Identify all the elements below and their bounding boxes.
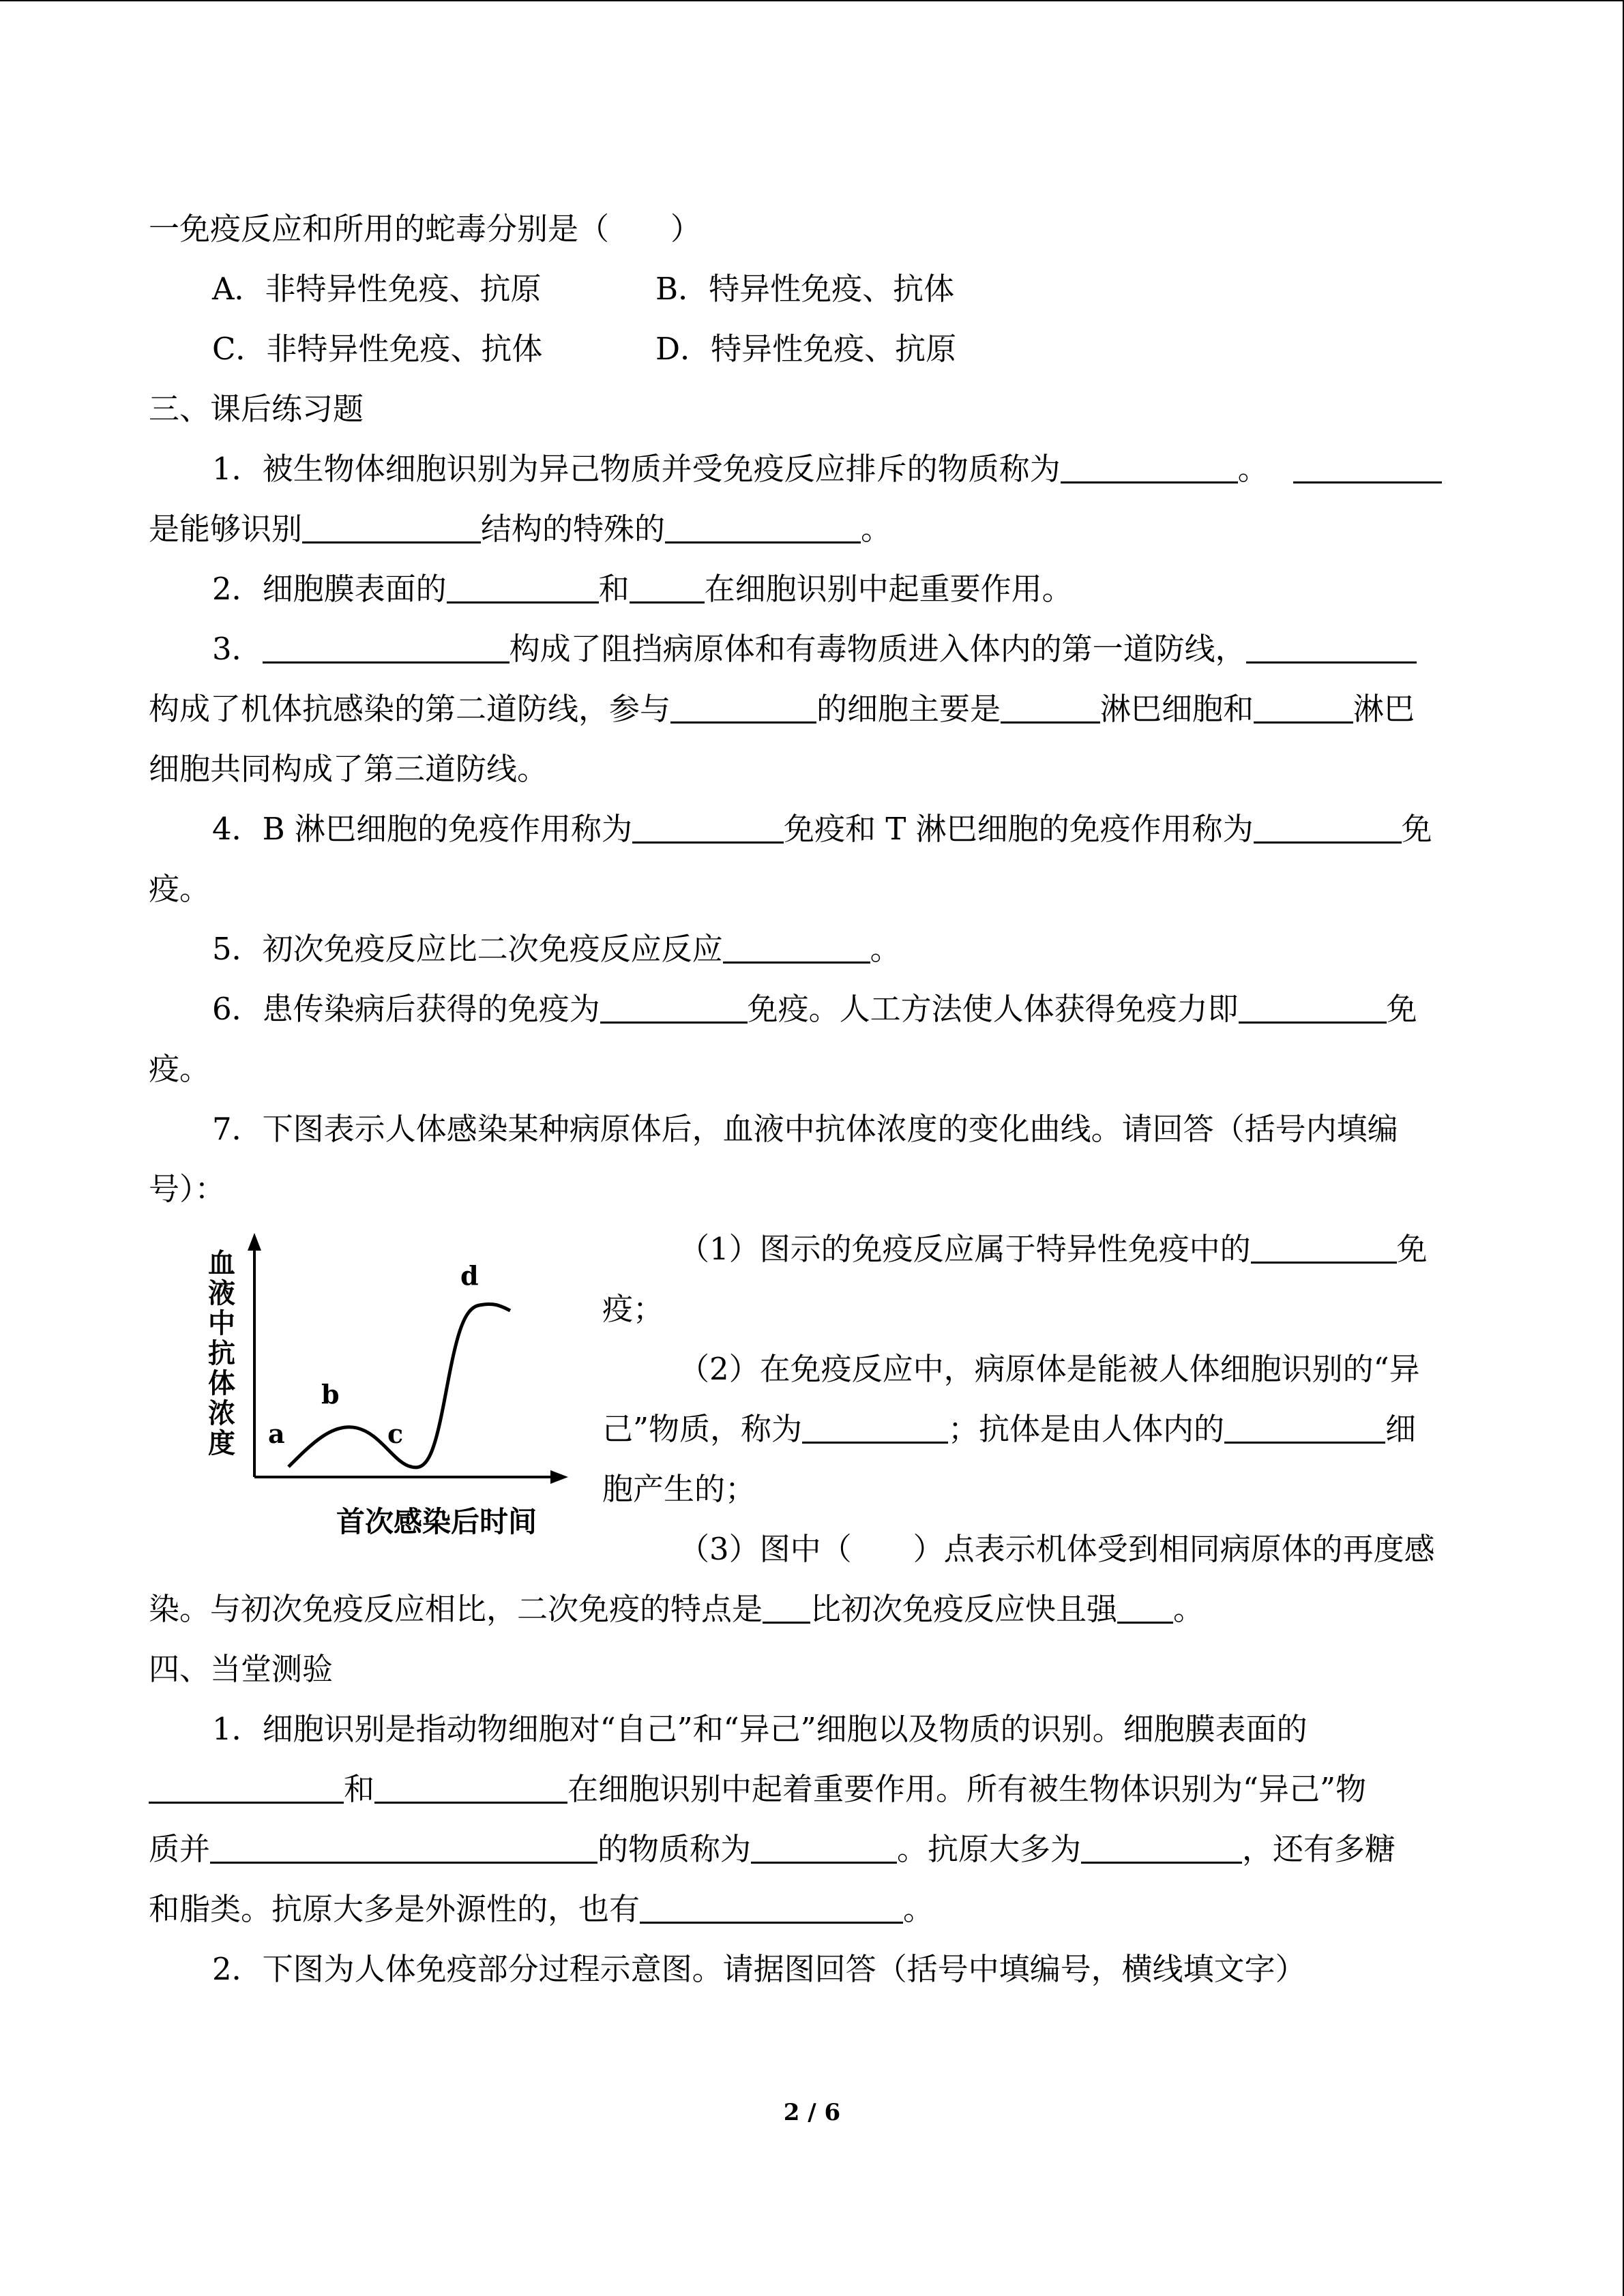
q7-p2-line1: （2）在免疫反应中，病原体是能被人体细胞识别的“异 bbox=[679, 1351, 1420, 1387]
s3-q6-line1: 6．患传染病后获得的免疫为 免疫。人工方法使人体获得免疫力即 免 bbox=[212, 991, 1417, 1027]
point-label-c: c bbox=[387, 1418, 404, 1449]
y-label-char: 浓 bbox=[208, 1398, 235, 1429]
s3-q4-line1: 4．B 淋巴细胞的免疫作用称为 免疫和 T 淋巴细胞的免疫作用称为 免 bbox=[212, 811, 1432, 847]
answer-blank[interactable] bbox=[447, 570, 599, 603]
x-axis-label: 首次感染后时间 bbox=[336, 1505, 537, 1538]
answer-blank[interactable] bbox=[1001, 690, 1100, 724]
answer-blank[interactable] bbox=[149, 1770, 344, 1804]
option-d: D．特异性免疫、抗原 bbox=[655, 331, 957, 367]
s3-q7-line1: 7．下图表示人体感染某种病原体后，血液中抗体浓度的变化曲线。请回答（括号内填编 bbox=[212, 1111, 1398, 1147]
y-label-char: 抗 bbox=[208, 1338, 235, 1369]
answer-blank[interactable] bbox=[210, 1830, 597, 1864]
y-label-char: 中 bbox=[208, 1308, 235, 1339]
y-label bbox=[208, 1248, 235, 1459]
answer-blank[interactable] bbox=[751, 1830, 897, 1864]
s3-q3-line2: 构成了机体抗感染的第二道防线，参与 的细胞主要是 淋巴细胞和 淋巴 bbox=[149, 691, 1415, 727]
point-label-b: b bbox=[321, 1379, 340, 1410]
options-row-1 bbox=[149, 259, 1475, 319]
section4-heading: 四、当堂测验 bbox=[149, 1651, 334, 1687]
q7-p3-line1: （3）图中（ ）点表示机体受到相同病原体的再度感 bbox=[679, 1531, 1435, 1567]
answer-blank[interactable] bbox=[670, 690, 816, 724]
intro-question-tail: 一免疫反应和所用的蛇毒分别是（ ） bbox=[149, 211, 702, 247]
s3-q4-line2: 疫。 bbox=[149, 871, 211, 907]
s3-q3-line3: 细胞共同构成了第三道防线。 bbox=[149, 751, 548, 787]
option-c: C．非特异性免疫、抗体 bbox=[212, 331, 543, 367]
q7-subquestions bbox=[602, 1219, 1475, 1579]
answer-blank[interactable] bbox=[374, 1770, 567, 1804]
answer-blank[interactable] bbox=[263, 630, 510, 664]
answer-blank[interactable] bbox=[630, 570, 705, 603]
section3-heading: 三、课后练习题 bbox=[149, 391, 364, 427]
s3-q1-line1: 1．被生物体细胞识别为异己物质并受免疫反应排斥的物质称为 。 bbox=[149, 439, 1475, 499]
s3-q2: 2．细胞膜表面的 和 在细胞识别中起重要作用。 bbox=[212, 571, 1073, 607]
answer-blank[interactable] bbox=[600, 990, 748, 1024]
s3-q5: 5．初次免疫反应比二次免疫反应反应 。 bbox=[212, 931, 901, 967]
q7-p2-line2: 己”物质，称为 ；抗体是由人体内的 细 bbox=[602, 1411, 1417, 1447]
document-body bbox=[149, 199, 1475, 1999]
page-number: 2 / 6 bbox=[783, 2099, 841, 2126]
antibody-curve-svg bbox=[200, 1225, 582, 1518]
page-border-top bbox=[0, 0, 1624, 1]
s3-q3-line1: 3． 构成了阻挡病原体和有毒物质进入体内的第一道防线， bbox=[149, 619, 1475, 679]
s4-q1-line4: 和脂类。抗原大多是外源性的，也有 。 bbox=[149, 1891, 934, 1927]
answer-blank[interactable] bbox=[302, 510, 481, 543]
q7-p1-line2: 疫； bbox=[602, 1291, 664, 1327]
answer-blank[interactable] bbox=[665, 510, 861, 543]
answer-blank[interactable] bbox=[1293, 450, 1442, 483]
y-axis-arrow bbox=[248, 1233, 261, 1251]
answer-blank[interactable] bbox=[1254, 690, 1353, 724]
y-label-char: 体 bbox=[208, 1368, 235, 1399]
s4-q1-line3: 质并 的物质称为 。抗原大多为 ，还有多糖 bbox=[149, 1831, 1396, 1867]
x-axis-arrow bbox=[550, 1470, 568, 1484]
antibody-curve-figure bbox=[200, 1225, 582, 1518]
s4-q1-line2: 和 在细胞识别中起着重要作用。所有被生物体识别为“异己”物 bbox=[149, 1759, 1475, 1819]
option-a: A．非特异性免疫、抗原 bbox=[212, 271, 542, 307]
s3-q7-p3-line2: 染。与初次免疫反应相比，二次免疫的特点是 比初次免疫反应快且强 。 bbox=[149, 1591, 1205, 1627]
answer-blank[interactable] bbox=[1061, 450, 1238, 483]
answer-blank[interactable] bbox=[1251, 1230, 1397, 1264]
q7-figure-block bbox=[149, 1219, 1475, 1579]
s3-q6-line2: 疫。 bbox=[149, 1051, 211, 1087]
s4-q1-line1: 1．细胞识别是指动物细胞对“自己”和“异己”细胞以及物质的识别。细胞膜表面的 bbox=[212, 1711, 1308, 1747]
y-label-char: 度 bbox=[208, 1428, 235, 1459]
answer-blank[interactable] bbox=[1246, 630, 1417, 664]
answer-blank[interactable] bbox=[1117, 1590, 1173, 1624]
answer-blank[interactable] bbox=[1254, 810, 1402, 844]
q7-p2-line3: 胞产生的； bbox=[602, 1471, 756, 1507]
point-label-d: d bbox=[460, 1260, 479, 1291]
s4-q2: 2．下图为人体免疫部分过程示意图。请据图回答（括号中填编号，横线填文字） bbox=[212, 1951, 1306, 1987]
answer-blank[interactable] bbox=[802, 1410, 948, 1444]
answer-blank[interactable] bbox=[640, 1890, 903, 1924]
y-label-char: 血 bbox=[208, 1248, 235, 1279]
answer-blank[interactable] bbox=[763, 1590, 810, 1624]
point-label-a: a bbox=[268, 1418, 285, 1449]
y-label-char: 液 bbox=[208, 1278, 235, 1309]
s3-q1-line2: 是能够识别 结构的特殊的 。 bbox=[149, 511, 892, 547]
answer-blank[interactable] bbox=[1239, 990, 1387, 1024]
answer-blank[interactable] bbox=[723, 930, 870, 964]
option-b: B．特异性免疫、抗体 bbox=[655, 271, 955, 307]
s3-q7-line2: 号）： bbox=[149, 1171, 226, 1207]
q7-p1-line1: （1）图示的免疫反应属于特异性免疫中的 免 bbox=[679, 1231, 1428, 1267]
answer-blank[interactable] bbox=[1081, 1830, 1242, 1864]
answer-blank[interactable] bbox=[1224, 1410, 1385, 1444]
answer-blank[interactable] bbox=[632, 810, 784, 844]
options-row-2 bbox=[149, 319, 1475, 379]
